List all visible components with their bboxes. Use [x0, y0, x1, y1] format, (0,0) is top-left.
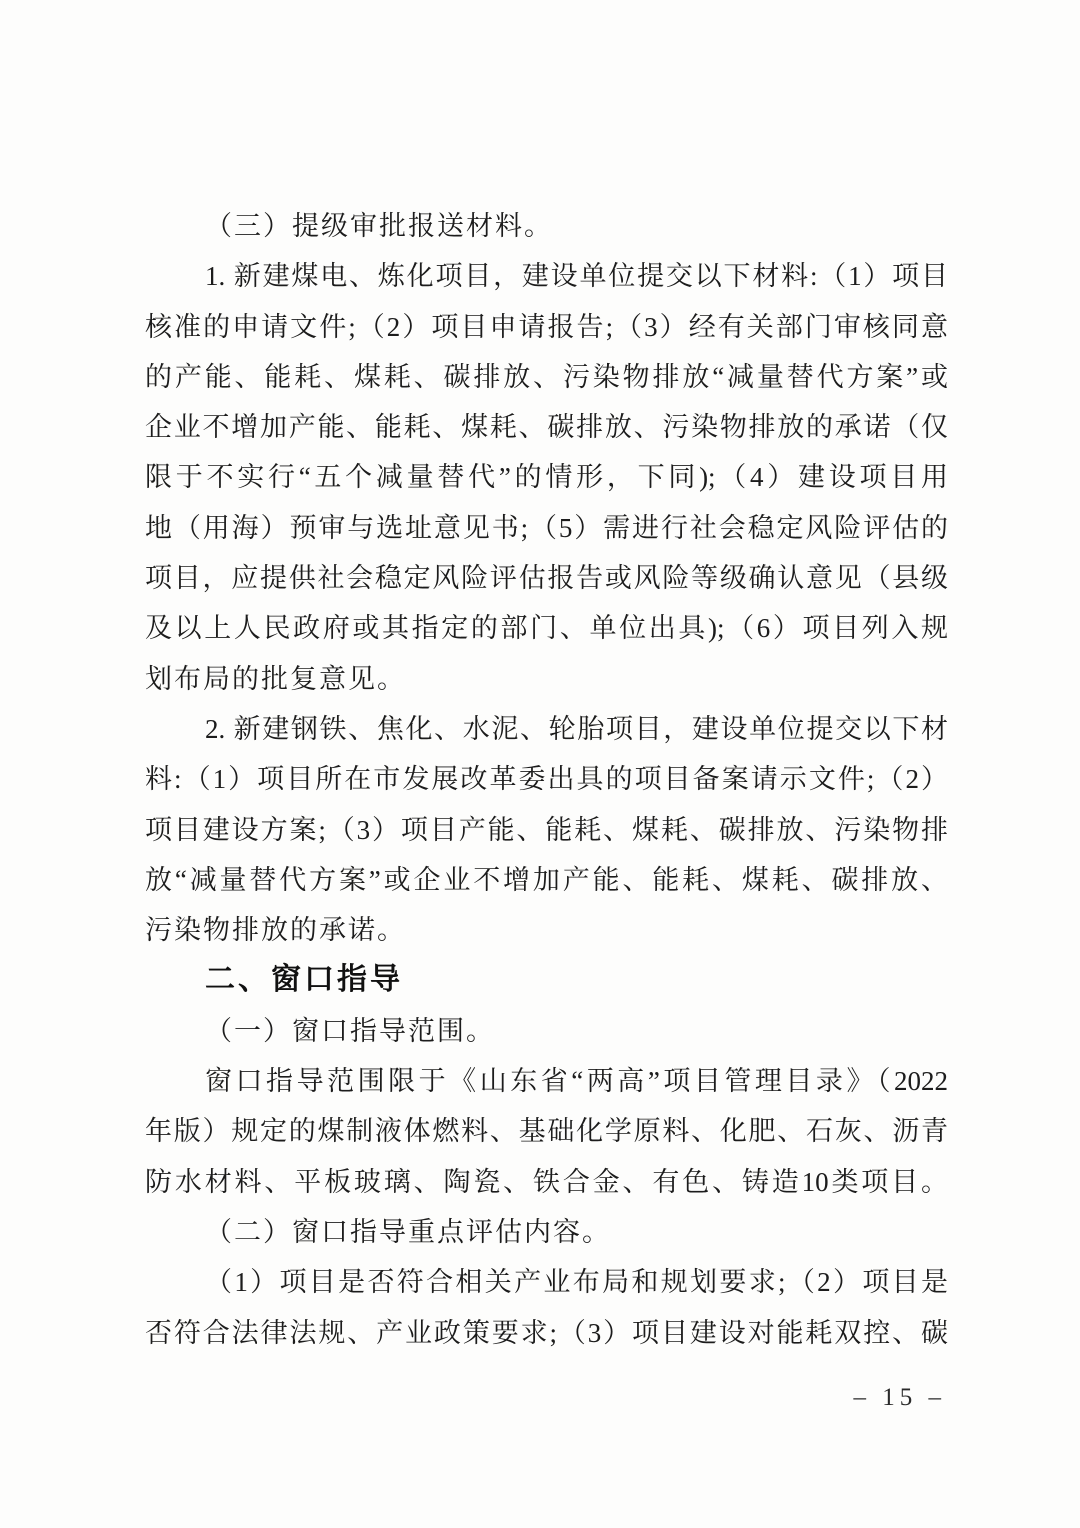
subsection-heading-3: （三）提级审批报送材料。	[205, 211, 553, 241]
body-line: （1）项目是否符合相关产业布局和规划要求;（2）项目是	[205, 1267, 948, 1298]
subsection-heading-1: （一）窗口指导范围。	[205, 1015, 495, 1046]
body-line: 1. 新建煤电、炼化项目，建设单位提交以下材料:（1）项目	[205, 261, 948, 292]
body-line: 地（用海）预审与选址意见书;（5）需进行社会稳定风险评估的	[145, 512, 948, 543]
body-line: 的产能、能耗、煤耗、碳排放、污染物排放“减量替代方案”或	[145, 361, 948, 392]
body-line: 项目建设方案;（3）项目产能、能耗、煤耗、碳排放、污染物排	[145, 814, 948, 845]
body-line: 年版）规定的煤制液体燃料、基础化学原料、化肥、石灰、沥青	[145, 1116, 948, 1147]
body-line: 划布局的批复意见。	[145, 663, 406, 694]
body-line: 2. 新建钢铁、焦化、水泥、轮胎项目，建设单位提交以下材	[205, 713, 948, 744]
body-line: 放“减量替代方案”或企业不增加产能、能耗、煤耗、碳排放、	[145, 864, 948, 895]
body-line: 企业不增加产能、能耗、煤耗、碳排放、污染物排放的承诺（仅	[145, 412, 948, 443]
body-line: 核准的申请文件;（2）项目申请报告;（3）经有关部门审核同意	[145, 311, 948, 342]
body-line: 及以上人民政府或其指定的部门、单位出具);（6）项目列入规	[145, 613, 948, 644]
body-line: 防水材料、平板玻璃、陶瓷、铁合金、有色、铸造10类项目。	[145, 1166, 948, 1197]
body-line: 项目，应提供社会稳定风险评估报告或风险等级确认意见（县级	[145, 563, 948, 594]
subsection-heading-2: （二）窗口指导重点评估内容。	[205, 1216, 611, 1247]
body-line: 料:（1）项目所在市发展改革委出具的项目备案请示文件;（2）	[145, 764, 948, 795]
section-heading-window-guidance: 二、窗口指导	[205, 963, 403, 997]
document-text-block	[145, 201, 948, 1358]
body-line: 窗口指导范围限于《山东省“两高”项目管理目录》（2022	[205, 1066, 948, 1097]
page-number: – 15 –	[853, 1384, 946, 1411]
body-line: 污染物排放的承诺。	[145, 915, 406, 946]
body-line: 限于不实行“五个减量替代”的情形，下同);（4）建设项目用	[145, 462, 948, 493]
body-line: 否符合法律法规、产业政策要求;（3）项目建设对能耗双控、碳	[145, 1317, 948, 1348]
